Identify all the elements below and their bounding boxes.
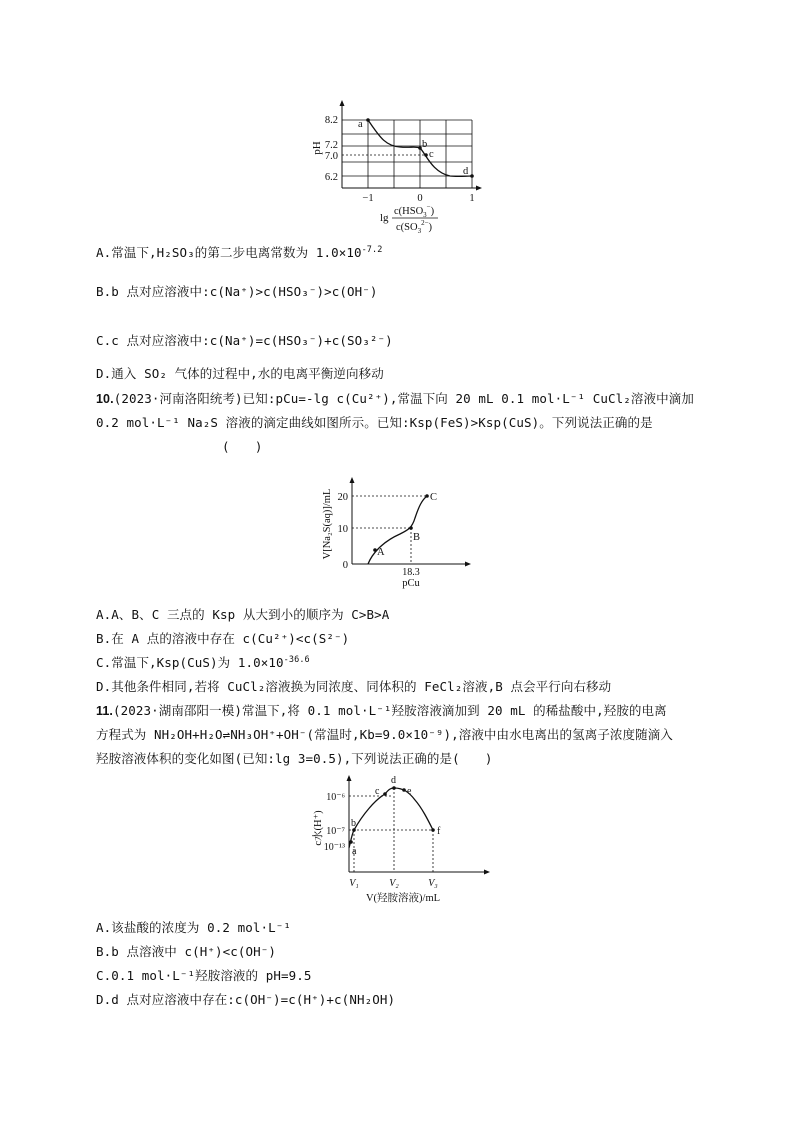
figure-ph-curve <box>300 98 500 238</box>
q9-option-d: D.通入 SO₂ 气体的过程中,水的电离平衡逆向移动 <box>96 366 384 381</box>
q11-stem-line3: 羟胺溶液体积的变化如图(已知:lg 3=0.5),下列说法正确的是( ) <box>96 751 493 766</box>
y-axis-label: c水(H⁺) <box>313 810 324 846</box>
point-label-c: c <box>429 149 434 160</box>
q11-stem-line1: 11.(2023·湖南邵阳一模)常温下,将 0.1 mol·L⁻¹羟胺溶液滴加到 20 mL 的稀盐酸中,羟胺的电离 <box>96 703 667 718</box>
q11-option-b: B.b 点溶液中 c(H⁺)<c(OH⁻) <box>96 944 277 959</box>
x-axis-label: pCu <box>402 578 420 589</box>
point-label-b: b <box>422 139 428 150</box>
x-tick-neg1: −1 <box>362 193 374 204</box>
q11-option-d: D.d 点对应溶液中存在:c(OH⁻)=c(H⁺)+c(NH₂OH) <box>96 992 396 1007</box>
x-tick-183: 18.3 <box>402 567 420 578</box>
x-label-lg: lg <box>380 212 389 224</box>
point-label-d: d <box>463 166 469 177</box>
point-label-f: f <box>437 826 441 837</box>
point-label-e: e <box>407 786 412 797</box>
y-tick-82: 8.2 <box>324 115 338 126</box>
y-tick-1e-7: 10⁻⁷ <box>326 826 345 837</box>
q11-stem-line2: 方程式为 NH₂OH+H₂O⇌NH₃OH⁺+OH⁻(常温时,Kb=9.0×10⁻⁹),溶液中由水电离出的氢离子浓度随滴入 <box>96 727 673 742</box>
q11-option-a: A.该盐酸的浓度为 0.2 mol·L⁻¹ <box>96 920 291 935</box>
q9-option-b: B.b 点对应溶液中:c(Na⁺)>c(HSO₃⁻)>c(OH⁻) <box>96 284 378 299</box>
point-label-b: b <box>351 818 356 829</box>
y-axis-label: V[Na₂S(aq)]/mL <box>322 488 333 560</box>
point-label-a: a <box>352 846 357 857</box>
x-tick-v1: V₁ <box>349 878 359 889</box>
point-label-a: a <box>358 119 363 130</box>
q10-option-a: A.A、B、C 三点的 Ksp 从大到小的顺序为 C>B>A <box>96 607 390 622</box>
q10-stem-line2: 0.2 mol·L⁻¹ Na₂S 溶液的滴定曲线如图所示。已知:Ksp(FeS)>Ksp(CuS)。下列说法正确的是 <box>96 415 653 430</box>
x-tick-v2: V₂ <box>389 878 399 889</box>
y-tick-62: 6.2 <box>324 172 338 183</box>
point-label-A: A <box>377 547 385 558</box>
x-label-numerator: $c(HSO_3^-)$ <box>394 203 435 219</box>
figure-titration-curve <box>318 474 478 594</box>
y-axis-label: pH <box>311 141 323 155</box>
y-tick-10: 10 <box>337 524 348 535</box>
x-tick-v3: V₃ <box>428 878 438 889</box>
ionization-curve-line <box>349 788 433 848</box>
q11-option-c: C.0.1 mol·L⁻¹羟胺溶液的 pH=9.5 <box>96 968 312 983</box>
y-tick-70: 7.0 <box>324 151 338 162</box>
y-tick-1e-6: 10⁻⁶ <box>326 792 345 803</box>
figure-water-ionization <box>305 770 505 910</box>
point-label-d: d <box>391 775 396 786</box>
y-tick-20: 20 <box>337 492 348 503</box>
q9-option-a: A.常温下,H₂SO₃的第二步电离常数为 $1.0\times 10^{-7.2}$ <box>96 244 383 260</box>
point-label-C: C <box>430 492 438 503</box>
q10-stem-line1: 10.(2023·河南洛阳统考)已知:pCu=-lg c(Cu²⁺),常温下向 20 mL 0.1 mol·L⁻¹ CuCl₂溶液中滴加 <box>96 391 694 406</box>
x-tick-0: 0 <box>417 193 423 204</box>
x-axis-label: V(羟胺溶液)/mL <box>365 893 441 904</box>
q10-option-b: B.在 A 点的溶液中存在 c(Cu²⁺)<c(S²⁻) <box>96 631 350 646</box>
point-label-B: B <box>413 532 421 543</box>
y-tick-72: 7.2 <box>324 140 338 151</box>
q9-option-c: C.c 点对应溶液中:c(Na⁺)=c(HSO₃⁻)+c(SO₃²⁻) <box>96 333 393 348</box>
q10-answer-bracket: ( ) <box>222 439 263 454</box>
x-tick-1: 1 <box>469 193 475 204</box>
q10-option-d: D.其他条件相同,若将 CuCl₂溶液换为同浓度、同体积的 FeCl₂溶液,B 点会平行向右移动 <box>96 679 612 694</box>
q10-option-c: C.常温下,Ksp(CuS)为 $1.0\times 10^{-36.6}$ <box>96 654 310 670</box>
y-tick-1e-13: 10⁻¹³ <box>323 842 345 853</box>
x-label-denominator: $c(SO_3^{2-})$ <box>396 219 433 235</box>
y-tick-0: 0 <box>342 560 348 571</box>
point-label-c: c <box>375 786 380 797</box>
